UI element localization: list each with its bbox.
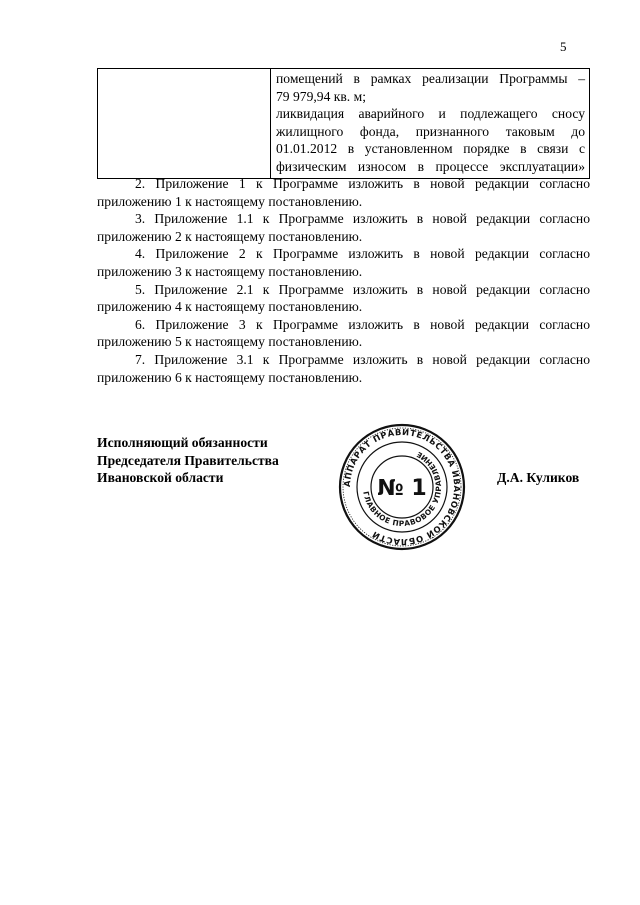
table-left-cell <box>98 69 271 179</box>
table-row <box>98 69 590 179</box>
table-cell-line: 01.01.2012 в установленном порядке в связи с <box>276 141 585 157</box>
amendment-paragraph: 3. Приложение 1.1 к Программе изложить в новой редакции согласно приложению 2 к настоящему постановлению. <box>97 211 590 244</box>
stamp-inner-text: ГЛАВНОЕ ПРАВОВОЕ УПРАВЛЕНИЕ <box>361 449 444 529</box>
amendment-paragraph: 4. Приложение 2 к Программе изложить в новой редакции согласно приложению 3 к настоящему постановлению. <box>97 246 590 279</box>
amendment-paragraphs <box>97 175 590 386</box>
program-table-fragment <box>97 68 590 179</box>
table-cell-line: физическим износом в процессе эксплуатации» <box>276 158 585 174</box>
table-cell-line: 79 979,94 кв. м; <box>276 88 366 104</box>
table-cell-line: помещений в рамках реализации Программы – <box>276 71 585 86</box>
amendment-paragraph: 6. Приложение 3 к Программе изложить в новой редакции согласно приложению 5 к настоящему постановлению. <box>97 316 590 350</box>
signatory-title-line: Председателя Правительства <box>97 452 279 468</box>
table-right-cell <box>271 69 590 179</box>
page-number: 5 <box>560 39 567 54</box>
amendment-paragraph: 2. Приложение 1 к Программе изложить в новой редакции согласно приложению 1 к настоящему постановлению. <box>97 176 590 209</box>
signatory-title <box>97 434 279 487</box>
signatory-title-line: Ивановской области <box>97 470 224 486</box>
table-cell-line: ликвидация аварийного и подлежащего сносу <box>276 106 585 122</box>
signatory-name: Д.А. Куликов <box>497 470 580 485</box>
amendment-paragraph: 7. Приложение 3.1 к Программе изложить в новой редакции согласно приложению 6 к настоящему постановлению. <box>97 351 590 385</box>
stamp-center-number: № 1 <box>377 476 427 501</box>
official-seal-stamp <box>337 422 467 552</box>
signatory-title-line: Исполняющий обязанности <box>97 435 268 450</box>
stamp-outer-text: АППАРАТ ПРАВИТЕЛЬСТВА ИВАНОВСКОЙ ОБЛАСТИ <box>341 426 463 548</box>
table-cell-line: жилищного фонда, признанного таковым до <box>276 123 585 139</box>
amendment-paragraph: 5. Приложение 2.1 к Программе изложить в новой редакции согласно приложению 4 к настоящему постановлению. <box>97 281 590 315</box>
